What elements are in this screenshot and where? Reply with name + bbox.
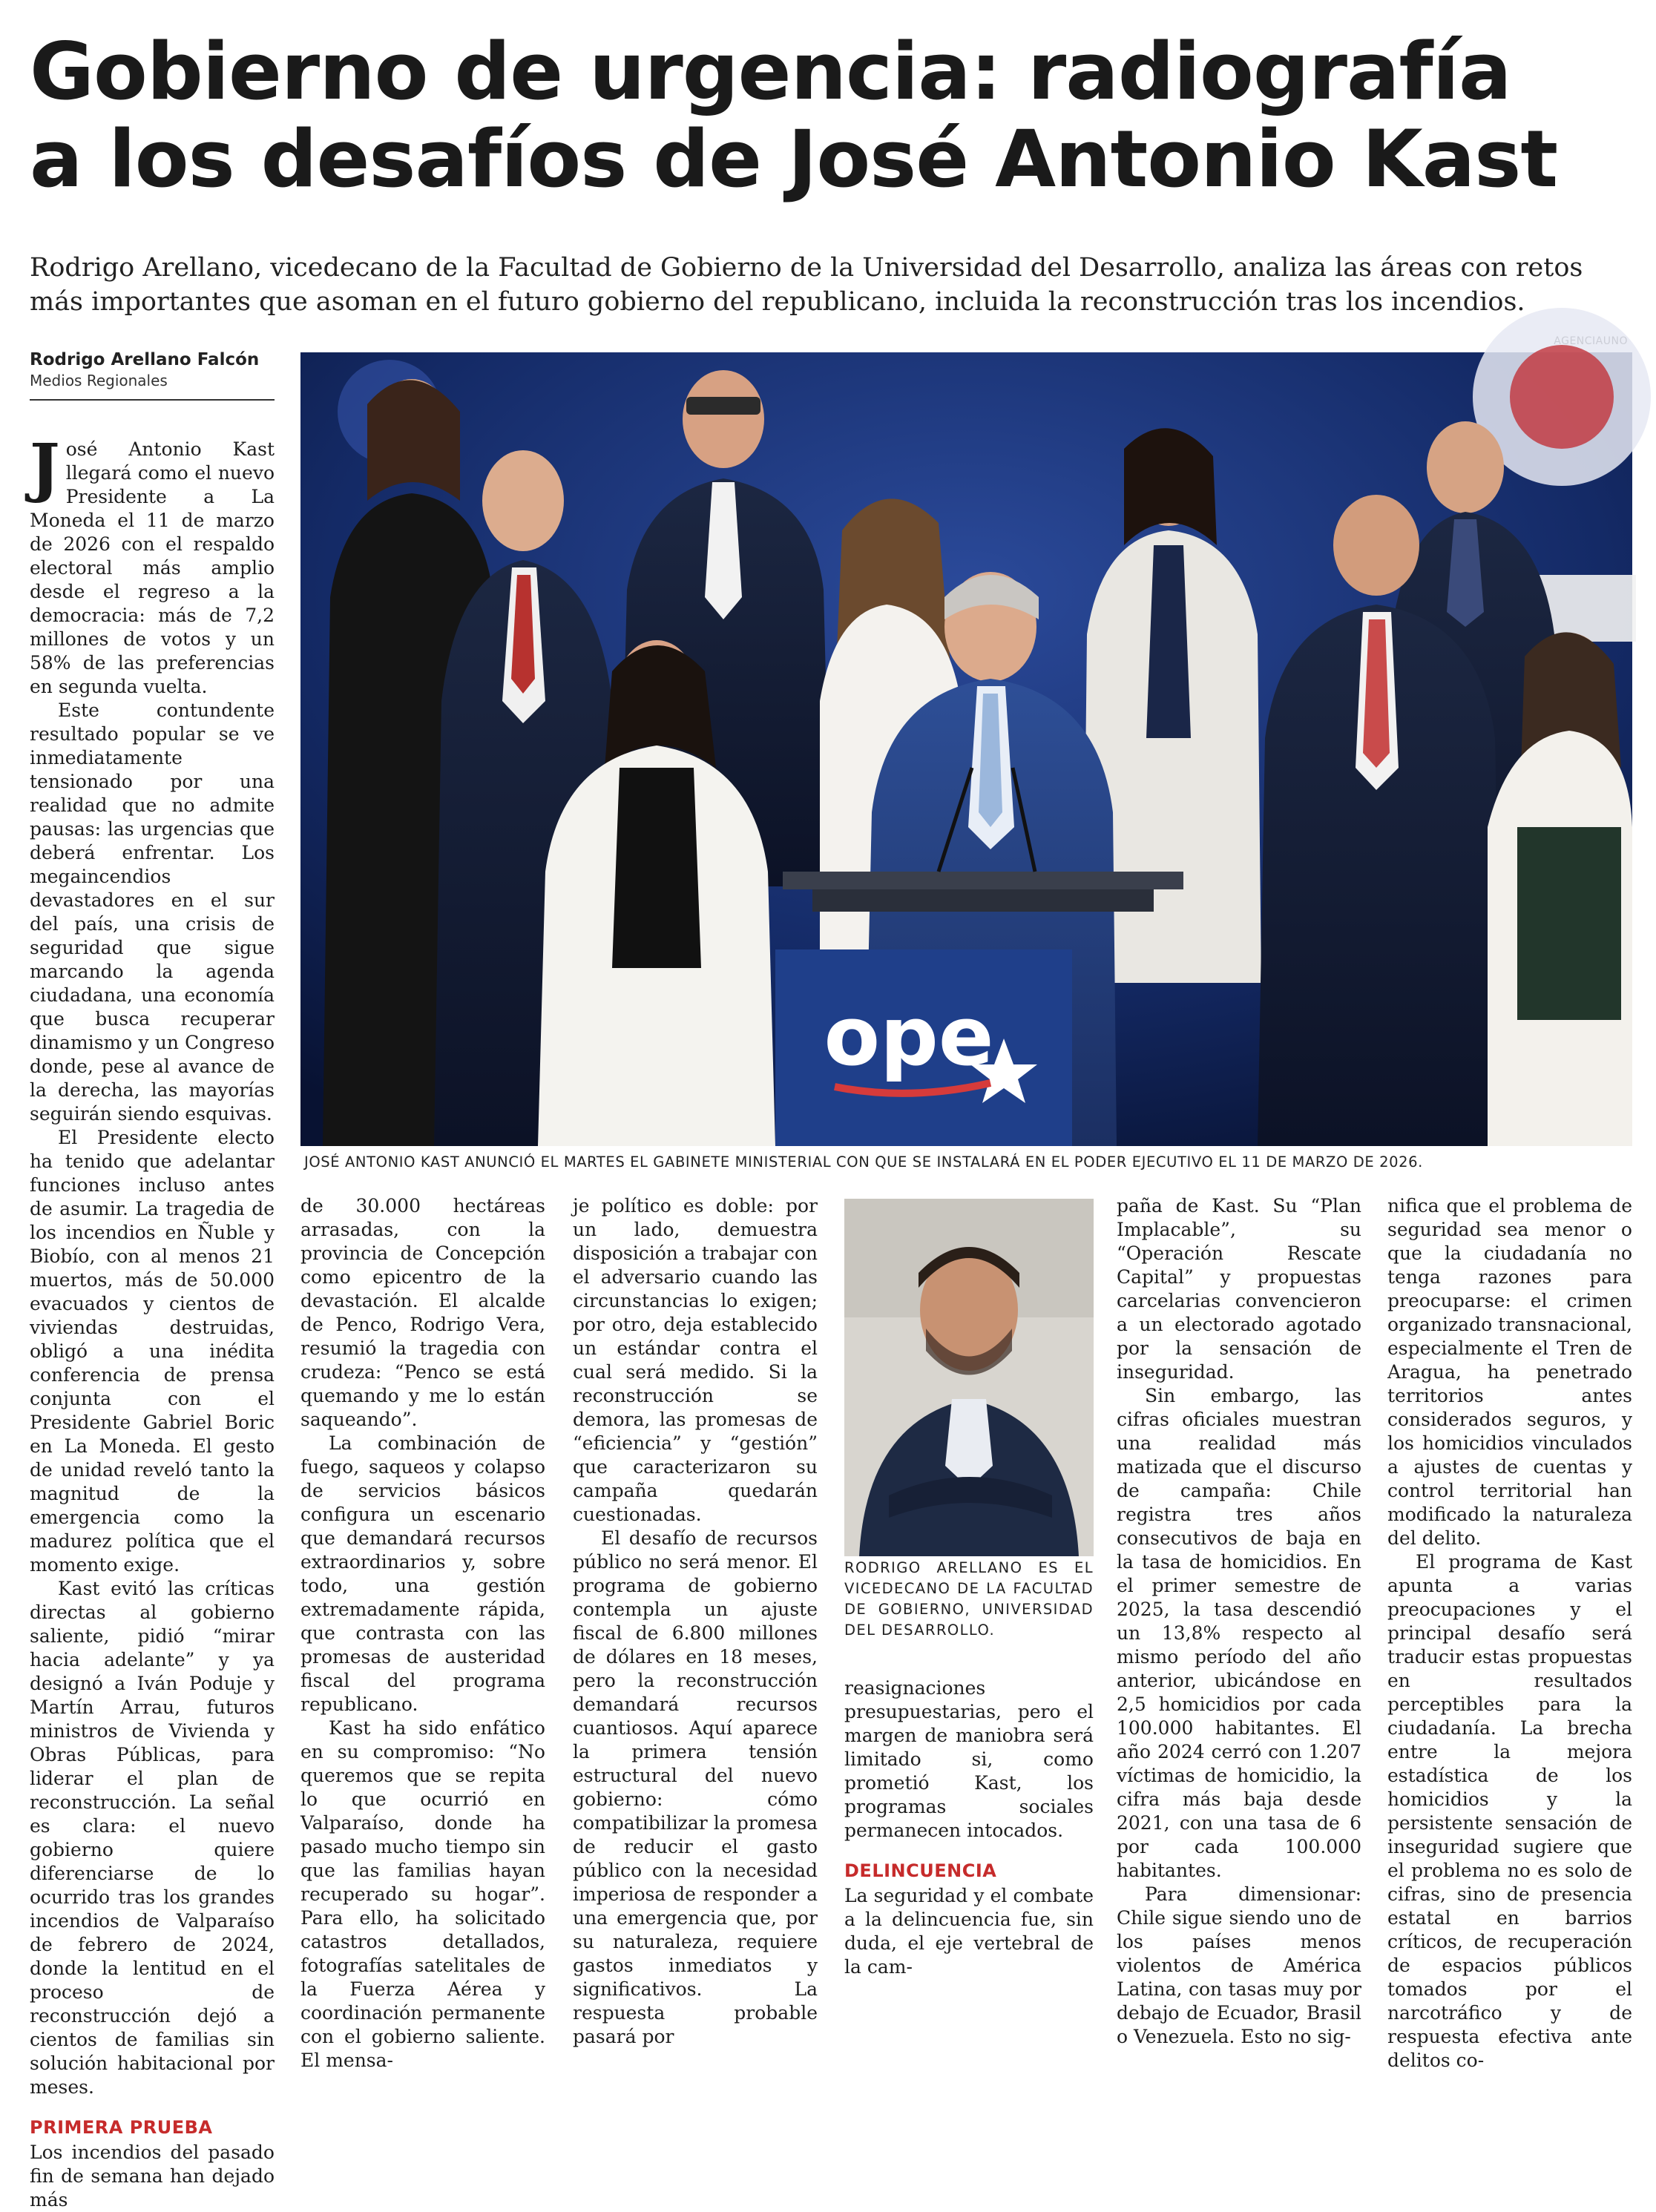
subheading-delincuencia: DELINCUENCIA (844, 1860, 997, 1881)
byline (30, 349, 275, 401)
paragraph: Los incendios del pasado fin de semana han dejado más (30, 2142, 275, 2211)
paragraph: La seguridad y el combate a la delincuencia fue, sin duda, el eje vertebral de la cam- (844, 1885, 1094, 1978)
column-6 (1387, 1194, 1632, 2073)
paragraph: Kast evitó las críticas directas al gobierno saliente, pidió “mirar hacia adelante” y ya designó a Iván Poduje y Martín Arrau, futuros ministros de Vivienda y Obras Públicas, para liderar el plan de reconstrucción. La señal es clara: el nuevo gobierno quiere diferenciarse de lo ocurrido tras los grandes incendios de Valparaíso de febrero de 2024, donde la lentitud en el proceso de reconstrucción dejó a cientos de familias sin solución habitacional por meses. (30, 1578, 275, 2098)
paragraph: de 30.000 hectáreas arrasadas, con la provincia de Concepción como epicentro de la devastación. El alcalde de Penco, Rodrigo Vera, resumió la tragedia con crudeza: “Penco se está quemando y me lo están saqueando”. (300, 1195, 545, 1430)
column-1 (30, 430, 275, 2212)
column-2 (300, 1194, 545, 2073)
main-photo (300, 352, 1632, 1146)
paragraph: nifica que el problema de seguridad sea menor o que la ciudadanía no tenga razones para preocuparse: el crimen organizado transnacional, especialmente el Tren de Aragua, ha penetrado territorios antes considerados seguros, y los homicidios vinculados a ajustes de cuentas y control territorial han modificado la naturaleza del delito. (1387, 1195, 1632, 1549)
column-5 (1117, 1194, 1361, 2049)
headline-line-1: Gobierno de urgencia: radiografía (30, 26, 1511, 117)
paragraph: El Presidente electo ha tenido que adelantar funciones incluso antes de asumir. La tragedia de los incendios en Ñuble y Biobío, con al menos 21 muertos, más de 50.000 evacuados y cientos de viviendas destruidas, obligó a una inédita conferencia de prensa conjunta con el Presidente Gabriel Boric en La Moneda. El gesto de unidad reveló tanto la magnitud de la emergencia como la madurez política que el momento exige. (30, 1127, 275, 1576)
paragraph: reasignaciones presupuestarias, pero el margen de maniobra será limitado si, como prometió Kast, los programas sociales permanecen intocados. (844, 1677, 1094, 1841)
portrait-caption: RODRIGO ARELLANO ES EL VICEDECANO DE LA FACULTAD DE GOBIERNO, UNIVERSIDAD DEL DESARROLLO. (844, 1559, 1094, 1639)
headline (30, 28, 1625, 203)
paragraph: Para dimensionar: Chile sigue siendo uno de los países menos violentos de América Latina, con tasas muy por debajo de Ecuador, Brasil o Venezuela. Esto no sig- (1117, 1883, 1361, 2047)
column-3 (573, 1194, 818, 2049)
podium-logo-text: ope (824, 989, 994, 1084)
portrait-illustration (844, 1199, 1094, 1556)
deck (30, 251, 1632, 319)
cabinet-photo-illustration (300, 352, 1632, 1146)
paragraph: El desafío de recursos público no será menor. El programa de gobierno contempla un ajuste fiscal de 6.800 millones de dólares en 18 meses, pero la reconstrucción demandará recursos cuantiosos. Aquí aparece la primera tensión estructural del nuevo gobierno: cómo compatibilizar la promesa de reducir el gasto público con la necesidad imperiosa de responder a una emergencia que, por su naturaleza, requiere gastos inmediatos y significativos. La respuesta probable pasará por (573, 1527, 818, 2047)
headline-line-2: a los desafíos de José Antonio Kast (30, 113, 1558, 205)
paragraph: Kast ha sido enfático en su compromiso: “No queremos que se repita lo que ocurrió en Valparaíso, donde ha pasado mucho tiempo sin que las familias hayan recuperado su hogar”. Para ello, ha solicitado catastros detallados, fotografías satelitales de la Fuerza Aérea y coordinación permanente con el gobierno saliente. El mensa- (300, 1717, 545, 2071)
paragraph: Este contundente resultado popular se ve inmediatamente tensionado por una realidad que no admite pausas: las urgencias que deberá enfrentar. Los megaincendios devastadores en el sur del país, una crisis de seguridad que sigue marcando la agenda ciudadana, una economía que busca recuperar dinamismo y un Congreso donde, pese al avance de la derecha, las mayorías seguirán siendo esquivas. (30, 700, 275, 1125)
author-name: Rodrigo Arellano Falcón (30, 350, 260, 369)
deck-line-2: más importantes que asoman en el futuro gobierno del republicano, incluida la reconstrucción tras los incendios. (30, 287, 1525, 317)
column-4 (844, 1676, 1094, 1979)
paragraph: La combinación de fuego, saqueos y colapso de servicios básicos configura un escenario que demandará recursos extraordinarios y, sobre todo, una gestión extremadamente rápida, que contrasta con las promesas de austeridad fiscal del programa republicano. (300, 1432, 545, 1715)
photo-caption: JOSÉ ANTONIO KAST ANUNCIÓ EL MARTES EL GABINETE MINISTERIAL CON QUE SE INSTALARÁ EN EL PODER EJECUTIVO EL 11 DE MARZO DE 2026. (304, 1153, 1423, 1171)
outlet-name: Medios Regionales (30, 372, 168, 389)
paragraph: El programa de Kast apunta a varias preocupaciones y el principal desafío será traducir estas propuestas en resultados perceptibles para la ciudadanía. La brecha entre la mejora estadística de los homicidios y la persistente sensación de inseguridad sugiere que el problema no es solo de cifras, sino de presencia estatal en barrios críticos, de recuperación de espacios públicos tomados por el narcotráfico y de respuesta efectiva ante delitos co- (1387, 1551, 1632, 2071)
paragraph: je político es doble: por un lado, demuestra disposición a trabajar con el adversario cuando las circunstancias lo exigen; por otro, deja establecido un estándar contra el cual será medido. Si la reconstrucción se demora, las promesas de “eficiencia” y “gestión” que caracterizaron su campaña quedarán cuestionadas. (573, 1195, 818, 1525)
paragraph: José Antonio Kast llegará como el nuevo Presidente a La Moneda el 11 de marzo de 2026 con el respaldo electoral más amplio desde el regreso a la democracia: más de 7,2 millones de votos y un 58% de las preferencias en segunda vuelta. (30, 430, 275, 697)
author-portrait (844, 1199, 1094, 1556)
paragraph: paña de Kast. Su “Plan Implacable”, su “Operación Rescate Capital” y propuestas carcelarias convencieron a un electorado agotado por la sensación de inseguridad. (1117, 1195, 1361, 1383)
paragraph: Sin embargo, las cifras oficiales muestran una realidad más matizada que el discurso de campaña: Chile registra tres años consecutivos de baja en la tasa de homicidios. En el primer semestre de 2025, la tasa descendió un 13,8% respecto al mismo período del año anterior, ubicándose en 2,5 homicidios por cada 100.000 habitantes. El año 2024 cerró con 1.207 víctimas de homicidio, la cifra más baja desde 2021, con una tasa de 6 por cada 100.000 habitantes. (1117, 1385, 1361, 1881)
deck-line-1: Rodrigo Arellano, vicedecano de la Facultad de Gobierno de la Universidad del Desarrollo, analiza las áreas con retos (30, 253, 1583, 283)
subheading-primera-prueba: PRIMERA PRUEBA (30, 2117, 213, 2138)
